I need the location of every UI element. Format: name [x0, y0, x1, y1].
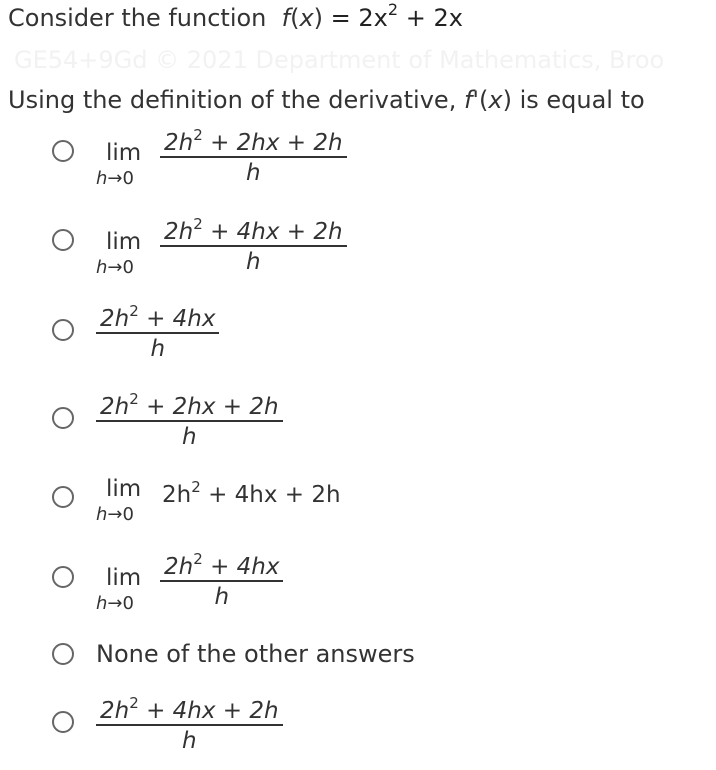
lim-sub-rest: →0 — [107, 593, 134, 614]
lim-label: lim — [106, 140, 142, 166]
radio-button[interactable] — [52, 566, 74, 588]
header-prefix: Consider the function — [8, 4, 267, 32]
num-rest: + 2hx + 2h — [138, 394, 279, 420]
lim-subscript — [96, 593, 134, 614]
radio-button[interactable] — [52, 140, 74, 162]
num-term: 2h — [100, 698, 130, 724]
num-term: 2h — [100, 394, 130, 420]
lim-label: lim — [106, 565, 142, 591]
lim-sub-var: h — [96, 593, 108, 614]
header-eq: = 2x — [323, 4, 388, 32]
denominator: h — [246, 249, 261, 275]
question-x: x — [488, 86, 503, 114]
denominator: h — [150, 336, 166, 362]
lim-sub-rest: →0 — [107, 257, 134, 278]
expr-exp: 2 — [191, 478, 201, 496]
radio-button[interactable] — [52, 643, 74, 665]
num-term: 2h — [164, 554, 194, 580]
num-rest: + 4hx + 2h — [202, 219, 343, 245]
option-text: None of the other answers — [96, 640, 415, 668]
radio-button[interactable] — [52, 229, 74, 251]
lim-sub-var: h — [96, 257, 108, 278]
num-rest: + 4hx — [138, 306, 216, 332]
num-exp: 2 — [193, 550, 203, 568]
question-text — [8, 86, 645, 114]
watermark: GE54+9Gd © 2021 Department of Mathematics, Broo — [14, 46, 665, 74]
numerator — [96, 390, 283, 422]
expr-term: 2h — [162, 482, 192, 508]
numerator — [160, 550, 283, 582]
lim-sub-rest: →0 — [107, 168, 134, 189]
expr-rest: + 4hx + 2h — [200, 482, 341, 508]
numerator — [96, 694, 283, 726]
num-term: 2h — [164, 219, 194, 245]
num-rest: + 4hx + 2h — [138, 698, 279, 724]
lim-subscript — [96, 504, 134, 525]
header-rest: + 2x — [398, 4, 463, 32]
num-exp: 2 — [193, 126, 203, 144]
num-term: 2h — [164, 130, 194, 156]
question-mid: '( — [472, 86, 489, 114]
num-exp: 2 — [129, 302, 139, 320]
lim-label: lim — [106, 476, 142, 502]
header-x: x — [299, 4, 314, 32]
num-rest: + 2hx + 2h — [202, 130, 343, 156]
fraction — [96, 694, 283, 754]
lim-sub-rest: →0 — [107, 504, 134, 525]
radio-button[interactable] — [52, 319, 74, 341]
num-exp: 2 — [193, 215, 203, 233]
radio-button[interactable] — [52, 711, 74, 733]
lim-label: lim — [106, 229, 142, 255]
fraction — [96, 302, 219, 362]
numerator — [160, 126, 347, 158]
fraction — [160, 550, 283, 610]
num-term: 2h — [100, 306, 130, 332]
lim-subscript — [96, 168, 134, 189]
lim-subscript — [96, 257, 134, 278]
num-exp: 2 — [129, 390, 139, 408]
lim-sub-var: h — [96, 504, 108, 525]
denominator: h — [214, 584, 230, 610]
header-exp: 2 — [387, 0, 399, 19]
function-statement — [8, 0, 463, 32]
question-suffix: ) is equal to — [502, 86, 645, 114]
fraction — [160, 126, 347, 186]
numerator — [160, 215, 347, 247]
denominator: h — [182, 728, 197, 754]
radio-button[interactable] — [52, 486, 74, 508]
header-paren-open: ( — [290, 4, 300, 32]
question-fprime: f — [463, 86, 473, 114]
num-rest: + 4hx — [202, 554, 280, 580]
fraction — [160, 215, 347, 275]
numerator — [96, 302, 219, 334]
question-prefix: Using the definition of the derivative, — [8, 86, 464, 114]
num-exp: 2 — [129, 694, 139, 712]
denominator: h — [182, 424, 197, 450]
expression — [162, 478, 341, 508]
radio-button[interactable] — [52, 407, 74, 429]
lim-sub-var: h — [96, 168, 108, 189]
denominator: h — [246, 160, 261, 186]
header-f: f — [281, 4, 291, 32]
header-paren-close: ) — [313, 4, 324, 32]
fraction — [96, 390, 283, 450]
